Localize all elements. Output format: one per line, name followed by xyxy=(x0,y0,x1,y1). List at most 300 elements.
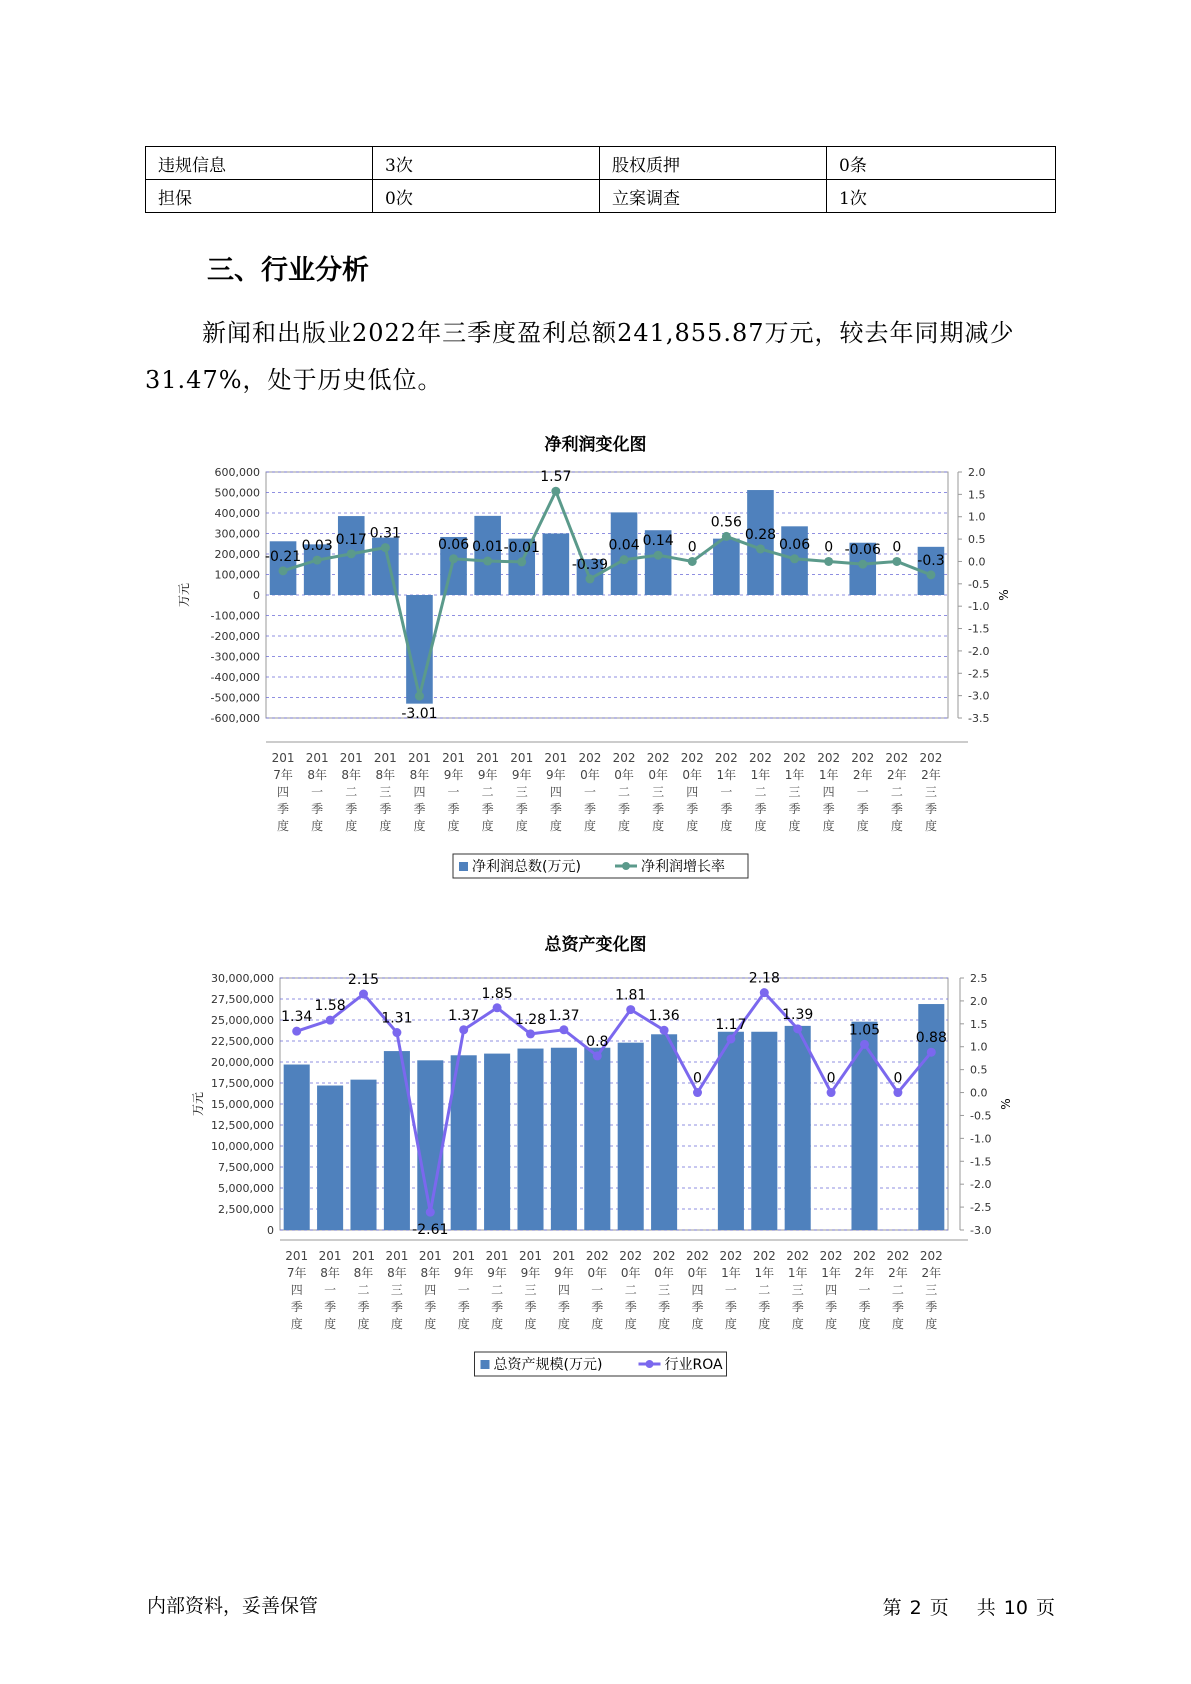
x-tick-text: 季 xyxy=(856,802,869,816)
x-tick-text: 201 xyxy=(418,1249,442,1263)
x-tick-text: 201 xyxy=(476,751,500,765)
line-point xyxy=(860,1040,869,1049)
x-tick-text: 季 xyxy=(524,1300,537,1314)
x-tick-text: 三 xyxy=(925,1283,938,1297)
line-point xyxy=(326,1016,335,1025)
x-tick-text: 9年 xyxy=(511,768,532,782)
x-tick-text: 二 xyxy=(481,785,494,799)
legend-line-marker xyxy=(622,862,630,870)
x-tick-text: 2年 xyxy=(854,1266,875,1280)
x-tick-text: 一 xyxy=(724,1283,737,1297)
x-tick-text: 度 xyxy=(290,1317,303,1331)
table-cell: 立案调查 xyxy=(600,180,827,213)
x-tick-text: 一 xyxy=(311,785,324,799)
x-tick-text: 二 xyxy=(624,1283,637,1297)
x-tick-text: 9年 xyxy=(554,1266,574,1280)
bar xyxy=(517,1049,543,1230)
x-tick-label xyxy=(613,751,636,833)
line-point xyxy=(620,555,629,564)
x-tick-text: 度 xyxy=(758,1317,771,1331)
x-tick-text: 1年 xyxy=(754,1266,775,1280)
x-tick-text: 0年 xyxy=(654,1266,674,1280)
data-label: 0.14 xyxy=(642,533,674,550)
x-tick-label xyxy=(753,1249,776,1331)
x-tick-text: 二 xyxy=(345,785,358,799)
x-tick-text: 度 xyxy=(788,819,801,833)
x-tick-text: 202 xyxy=(786,1249,810,1263)
x-tick-text: 201 xyxy=(510,751,534,765)
x-tick-text: 202 xyxy=(817,751,841,765)
y-tick-label: 0 xyxy=(253,589,260,602)
x-tick-text: 季 xyxy=(825,1300,838,1314)
x-tick-label xyxy=(385,1249,408,1331)
x-tick-text: 四 xyxy=(691,1283,704,1297)
x-tick-label xyxy=(853,1249,876,1331)
x-tick-label xyxy=(749,751,772,833)
data-label: 2.15 xyxy=(347,972,380,989)
x-tick-text: 9年 xyxy=(453,1266,474,1280)
x-tick-text: 二 xyxy=(754,785,767,799)
page-num: 2 xyxy=(909,1597,922,1619)
x-tick-text: 202 xyxy=(646,751,670,765)
x-tick-text: 202 xyxy=(783,751,807,765)
data-label: -0.3 xyxy=(917,552,945,569)
table-cell: 0次 xyxy=(373,180,600,213)
x-tick-label xyxy=(715,751,738,833)
line-point xyxy=(359,990,368,999)
bar xyxy=(543,534,570,596)
line-point xyxy=(654,551,663,560)
data-label: 1.05 xyxy=(848,1022,881,1039)
y-tick-label: 600,000 xyxy=(214,466,260,479)
x-tick-text: 1年 xyxy=(818,768,839,782)
y2-tick-label: 1.5 xyxy=(970,1017,988,1031)
x-tick-text: 202 xyxy=(680,751,704,765)
x-tick-text: 度 xyxy=(856,819,869,833)
x-tick-text: 三 xyxy=(390,1283,403,1297)
x-tick-text: 一 xyxy=(858,1283,871,1297)
x-tick-text: 四 xyxy=(822,785,835,799)
x-tick-text: 201 xyxy=(271,751,295,765)
line-point xyxy=(381,543,390,552)
y2-tick-label: -1.5 xyxy=(970,1155,992,1169)
x-tick-text: 202 xyxy=(752,1249,776,1263)
x-tick-text: 度 xyxy=(515,819,528,833)
x-tick-text: 8年 xyxy=(320,1266,340,1280)
x-tick-text: 度 xyxy=(624,1317,637,1331)
plot-area xyxy=(280,978,948,1230)
chart-title-profit: 净利润变化图 xyxy=(544,435,647,455)
y-tick-label: 100,000 xyxy=(214,568,260,582)
x-tick-text: 季 xyxy=(891,1300,904,1314)
x-tick-text: 三 xyxy=(924,785,937,799)
y2-tick-label: 1.0 xyxy=(970,1040,988,1054)
line-point xyxy=(459,1025,468,1034)
x-tick-text: 7年 xyxy=(273,768,293,782)
legend-bar-swatch xyxy=(481,1360,490,1369)
data-label: 0.17 xyxy=(335,531,367,548)
profit-chart xyxy=(0,460,1191,880)
x-tick-text: 202 xyxy=(919,751,943,765)
x-tick-text: 202 xyxy=(885,751,909,765)
x-tick-text: 8年 xyxy=(375,768,396,782)
x-tick-text: 季 xyxy=(345,802,358,816)
x-tick-text: 季 xyxy=(652,802,665,816)
x-tick-text: 201 xyxy=(407,751,431,765)
x-tick-text: 季 xyxy=(591,1300,604,1314)
y-tick-label: 200,000 xyxy=(214,548,260,561)
data-label: 0.01 xyxy=(472,539,504,556)
x-tick-text: 8年 xyxy=(409,768,430,782)
x-tick-text: 0年 xyxy=(620,1266,641,1280)
x-tick-text: 二 xyxy=(891,1283,904,1297)
legend-label: 总资产规模(万元) xyxy=(493,1357,603,1373)
x-tick-text: 9年 xyxy=(487,1266,507,1280)
x-tick-text: 一 xyxy=(447,785,460,799)
x-tick-text: 201 xyxy=(318,1249,342,1263)
data-label: 1.34 xyxy=(281,1009,313,1026)
x-tick-text: 0年 xyxy=(614,768,634,782)
line-point xyxy=(526,1029,535,1038)
x-tick-label xyxy=(851,751,874,833)
data-label: 1.81 xyxy=(615,987,647,1004)
data-label: 1.37 xyxy=(548,1007,580,1024)
x-tick-text: 1年 xyxy=(721,1266,741,1280)
x-tick-text: 季 xyxy=(658,1300,671,1314)
y2-tick-label: 2.0 xyxy=(968,466,986,479)
y2-tick-label: -1.0 xyxy=(970,1132,992,1146)
line-point xyxy=(660,1026,669,1035)
x-tick-text: 四 xyxy=(413,785,426,799)
x-tick-text: 度 xyxy=(583,819,596,833)
x-tick-text: 度 xyxy=(724,1317,737,1331)
x-tick-text: 9年 xyxy=(477,768,498,782)
x-tick-text: 季 xyxy=(724,1300,737,1314)
x-tick-text: 201 xyxy=(305,751,329,765)
x-tick-text: 201 xyxy=(544,751,568,765)
x-tick-label xyxy=(619,1249,642,1331)
data-label: 1.39 xyxy=(782,1006,814,1023)
x-tick-text: 度 xyxy=(413,819,426,833)
legend-bar-swatch xyxy=(459,862,468,871)
bar xyxy=(751,1032,777,1230)
table-cell: 担保 xyxy=(146,180,373,213)
x-tick-text: 季 xyxy=(311,802,324,816)
chart-title-assets: 总资产变化图 xyxy=(544,935,647,955)
x-tick-label xyxy=(586,1249,609,1331)
x-tick-text: 季 xyxy=(583,802,596,816)
x-tick-label xyxy=(319,1249,342,1331)
x-tick-text: 二 xyxy=(618,785,631,799)
x-tick-label xyxy=(681,751,704,833)
x-tick-text: 度 xyxy=(658,1317,671,1331)
line-point xyxy=(483,557,492,566)
x-tick-text: 季 xyxy=(720,802,733,816)
x-tick-text: 三 xyxy=(524,1283,537,1297)
bar xyxy=(551,1048,577,1230)
x-tick-label xyxy=(686,1249,709,1331)
footer-page-number xyxy=(875,1593,1055,1620)
x-tick-text: 季 xyxy=(822,802,835,816)
x-tick-text: 度 xyxy=(549,819,562,833)
x-tick-text: 202 xyxy=(578,751,602,765)
line-point xyxy=(756,544,765,553)
x-tick-label xyxy=(519,1249,542,1331)
info-table xyxy=(145,146,1056,213)
x-tick-text: 度 xyxy=(825,1317,838,1331)
x-tick-text: 季 xyxy=(925,1300,938,1314)
x-tick-text: 季 xyxy=(424,1300,437,1314)
x-tick-text: 201 xyxy=(339,751,363,765)
x-tick-text: 四 xyxy=(686,785,699,799)
x-tick-label xyxy=(786,1249,809,1331)
x-tick-text: 度 xyxy=(925,1317,938,1331)
data-label: 0 xyxy=(693,1070,702,1087)
bar xyxy=(718,1032,744,1230)
data-label: 2.18 xyxy=(748,970,780,987)
y2-tick-label: -0.5 xyxy=(968,577,990,591)
x-tick-text: 四 xyxy=(277,785,290,799)
line-point xyxy=(313,556,322,565)
data-label: 0.56 xyxy=(710,514,742,531)
line-point xyxy=(760,988,769,997)
y-tick-label: -400,000 xyxy=(210,671,260,684)
x-tick-label xyxy=(476,751,499,833)
x-tick-text: 202 xyxy=(585,1249,609,1263)
x-tick-text: 季 xyxy=(277,802,290,816)
x-tick-label xyxy=(452,1249,475,1331)
x-tick-text: 度 xyxy=(822,819,835,833)
x-tick-text: 2年 xyxy=(887,768,907,782)
data-label: 0.28 xyxy=(744,526,777,543)
y-tick-label: 27,500,000 xyxy=(211,993,274,1006)
y2-tick-label: 1.5 xyxy=(968,488,986,502)
data-label: -0.39 xyxy=(571,556,609,573)
y2-axis-title: % xyxy=(997,589,1011,601)
section-title: 三、行业分析 xyxy=(207,255,369,286)
x-tick-text: 8年 xyxy=(353,1266,374,1280)
x-tick-text: 度 xyxy=(481,819,494,833)
line-point xyxy=(279,566,288,575)
x-tick-text: 季 xyxy=(515,802,528,816)
table-cell: 股权质押 xyxy=(600,147,827,180)
bar xyxy=(785,1026,811,1230)
x-tick-text: 202 xyxy=(652,1249,676,1263)
line-point xyxy=(693,1088,702,1097)
x-tick-text: 季 xyxy=(390,1300,403,1314)
y2-tick-label: -3.5 xyxy=(968,712,990,725)
x-tick-text: 度 xyxy=(277,819,290,833)
line-point xyxy=(688,557,697,566)
y2-tick-label: -1.5 xyxy=(968,622,990,636)
x-tick-text: 度 xyxy=(457,1317,470,1331)
data-label: 1.57 xyxy=(540,469,572,486)
x-tick-text: 202 xyxy=(853,1249,876,1263)
x-tick-text: 202 xyxy=(886,1249,910,1263)
line-point xyxy=(892,557,901,566)
line-point xyxy=(585,574,594,583)
x-tick-text: 季 xyxy=(413,802,426,816)
x-tick-text: 季 xyxy=(324,1300,337,1314)
x-tick-text: 度 xyxy=(557,1317,570,1331)
line-point xyxy=(559,1025,568,1034)
x-tick-text: 度 xyxy=(357,1317,370,1331)
x-tick-text: 二 xyxy=(890,785,903,799)
bar xyxy=(851,1022,877,1230)
table-cell: 1次 xyxy=(827,180,1056,213)
x-tick-text: 8年 xyxy=(420,1266,441,1280)
line-point xyxy=(392,1028,401,1037)
x-tick-text: 一 xyxy=(856,785,869,799)
x-tick-text: 季 xyxy=(557,1300,570,1314)
x-tick-text: 2年 xyxy=(921,1266,942,1280)
x-tick-text: 202 xyxy=(619,1249,643,1263)
y-tick-label: 300,000 xyxy=(214,527,260,541)
x-tick-text: 8年 xyxy=(307,768,327,782)
x-tick-text: 季 xyxy=(791,1300,804,1314)
bar xyxy=(611,512,638,595)
page-unit: 页 xyxy=(929,1597,949,1619)
data-label: 1.28 xyxy=(514,1011,547,1028)
y-tick-label: 15,000,000 xyxy=(211,1098,274,1111)
x-tick-label xyxy=(783,751,806,833)
x-tick-text: 202 xyxy=(748,751,772,765)
y2-tick-label: 1.0 xyxy=(968,510,986,524)
x-tick-text: 度 xyxy=(891,1317,904,1331)
y2-tick-label: 0.0 xyxy=(968,555,986,569)
x-tick-text: 三 xyxy=(791,1283,804,1297)
data-label: 0 xyxy=(893,1070,903,1087)
x-tick-text: 201 xyxy=(442,751,466,765)
x-tick-text: 季 xyxy=(290,1300,303,1314)
x-tick-label xyxy=(820,1249,843,1331)
x-tick-text: 度 xyxy=(379,819,392,833)
x-tick-text: 一 xyxy=(720,785,733,799)
line-point xyxy=(790,554,799,563)
x-tick-text: 度 xyxy=(754,819,767,833)
x-tick-text: 202 xyxy=(714,751,738,765)
legend-label: 净利润总数(万元) xyxy=(472,859,581,875)
bar xyxy=(651,1034,677,1230)
line-point xyxy=(927,1048,936,1057)
x-tick-text: 1年 xyxy=(716,768,737,782)
x-tick-text: 8年 xyxy=(387,1266,407,1280)
table-cell: 0条 xyxy=(827,147,1056,180)
x-tick-text: 一 xyxy=(591,1283,604,1297)
y-tick-label: 0 xyxy=(267,1224,274,1237)
x-tick-label xyxy=(653,1249,676,1331)
line-point xyxy=(824,557,833,566)
x-tick-text: 0年 xyxy=(687,1266,708,1280)
x-tick-label xyxy=(306,751,329,833)
x-tick-text: 二 xyxy=(357,1283,370,1297)
total-num: 10 xyxy=(1003,1597,1028,1619)
data-label: 1.36 xyxy=(648,1008,680,1025)
data-label: 1.58 xyxy=(314,998,346,1015)
x-tick-label xyxy=(285,1249,308,1331)
data-label: 0.88 xyxy=(915,1030,947,1047)
x-tick-text: 9年 xyxy=(520,1266,541,1280)
x-tick-text: 度 xyxy=(447,819,460,833)
x-tick-text: 201 xyxy=(519,1249,542,1263)
x-tick-text: 度 xyxy=(858,1317,871,1331)
y2-tick-label: -1.0 xyxy=(968,600,990,614)
x-tick-text: 季 xyxy=(491,1300,504,1314)
x-tick-text: 度 xyxy=(390,1317,403,1331)
x-tick-label xyxy=(486,1249,509,1331)
data-label: 0.04 xyxy=(608,537,640,554)
x-tick-text: 季 xyxy=(691,1300,704,1314)
data-label: 0.31 xyxy=(369,525,401,542)
x-tick-label xyxy=(442,751,465,833)
bar xyxy=(618,1043,644,1230)
y-axis-title: 万元 xyxy=(191,1091,205,1117)
x-tick-text: 201 xyxy=(373,751,397,765)
data-label: 0.03 xyxy=(301,538,333,555)
x-tick-text: 201 xyxy=(552,1249,576,1263)
x-tick-text: 度 xyxy=(686,819,699,833)
y-tick-label: 2,500,000 xyxy=(218,1203,274,1216)
x-tick-text: 四 xyxy=(549,785,562,799)
data-label: 0.8 xyxy=(586,1033,609,1050)
x-tick-label xyxy=(919,751,942,833)
x-tick-text: 季 xyxy=(618,802,631,816)
x-tick-text: 季 xyxy=(624,1300,637,1314)
x-tick-text: 2年 xyxy=(852,768,873,782)
data-label: 1.37 xyxy=(448,1007,480,1024)
line-point xyxy=(726,1034,735,1043)
x-tick-label xyxy=(817,751,840,833)
line-point xyxy=(415,692,424,701)
table-row xyxy=(146,180,1056,213)
line-point xyxy=(893,1088,902,1097)
data-label: -0.01 xyxy=(503,539,540,556)
y-tick-label: 5,000,000 xyxy=(218,1182,274,1195)
x-tick-text: 季 xyxy=(686,802,699,816)
x-tick-text: 8年 xyxy=(341,768,362,782)
x-tick-text: 度 xyxy=(652,819,665,833)
x-tick-label xyxy=(352,1249,375,1331)
x-tick-text: 9年 xyxy=(546,768,566,782)
x-tick-text: 季 xyxy=(858,1300,871,1314)
y-tick-label: 500,000 xyxy=(214,486,260,500)
data-label: 0 xyxy=(892,539,902,556)
y-tick-label: 400,000 xyxy=(214,507,260,520)
x-tick-label xyxy=(719,1249,742,1331)
x-tick-text: 度 xyxy=(524,1317,537,1331)
data-label: -2.61 xyxy=(412,1222,449,1239)
x-tick-text: 季 xyxy=(549,802,562,816)
x-tick-text: 度 xyxy=(791,1317,804,1331)
x-tick-text: 季 xyxy=(890,802,903,816)
x-tick-label xyxy=(920,1249,943,1331)
y-tick-label: 20,000,000 xyxy=(211,1056,274,1069)
y-tick-label: 7,500,000 xyxy=(218,1161,274,1174)
x-tick-text: 季 xyxy=(924,802,937,816)
y-axis-title: 万元 xyxy=(177,582,191,608)
data-label: 0.06 xyxy=(778,536,811,553)
line-point xyxy=(858,560,867,569)
x-tick-text: 一 xyxy=(324,1283,337,1297)
x-tick-text: 7年 xyxy=(286,1266,307,1280)
x-tick-text: 四 xyxy=(424,1283,437,1297)
y2-tick-label: -2.5 xyxy=(968,667,990,681)
x-tick-text: 202 xyxy=(686,1249,709,1263)
x-tick-text: 度 xyxy=(591,1317,604,1331)
y2-tick-label: 0.5 xyxy=(970,1063,988,1077)
data-label: 1.17 xyxy=(715,1016,747,1033)
total-unit: 页 xyxy=(1035,1597,1055,1619)
